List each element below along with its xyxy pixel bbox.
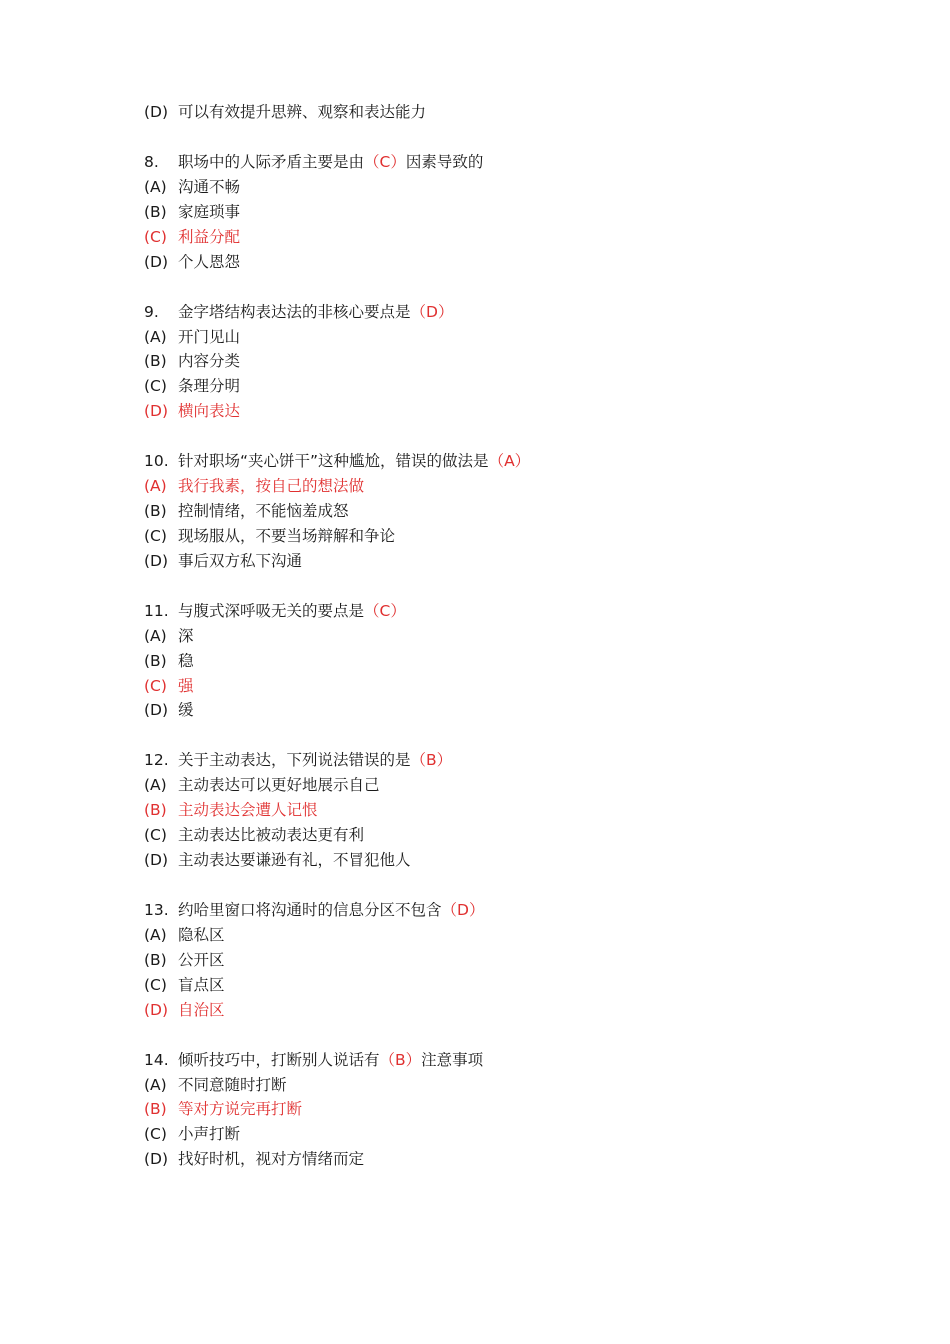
answer-key: （B）	[410, 751, 453, 770]
option-text: 小声打断	[178, 1125, 241, 1144]
option-correct	[144, 674, 194, 699]
question-number: 9.	[144, 302, 159, 321]
option	[144, 823, 364, 848]
option-correct	[144, 399, 240, 424]
option-text: 横向表达	[178, 402, 241, 421]
option-text: 隐私区	[178, 925, 225, 944]
question-text-before: 关于主动表达，下列说法错误的是	[178, 751, 411, 770]
option	[144, 349, 240, 374]
option-marker: (B)	[144, 502, 167, 520]
option-text: 深	[178, 626, 194, 645]
option-marker: (D)	[144, 551, 169, 570]
option-text: 内容分类	[178, 352, 241, 371]
option-marker: (C)	[144, 377, 167, 396]
option-marker: (D)	[144, 701, 169, 720]
option	[144, 1073, 287, 1098]
question-stem	[144, 300, 453, 325]
option-marker: (D)	[144, 1000, 169, 1019]
option-correct	[144, 998, 225, 1023]
option-marker: (B)	[144, 801, 167, 820]
option	[144, 773, 380, 798]
question-number: 8.	[144, 153, 159, 171]
question-number: 13.	[144, 901, 169, 919]
option-marker: (C)	[144, 975, 167, 994]
option-text: 公开区	[178, 950, 225, 969]
answer-key: （C）	[364, 153, 406, 171]
option-marker: (A)	[144, 626, 167, 645]
option	[144, 649, 194, 674]
question-text-before: 与腹式深呼吸无关的要点是	[178, 601, 365, 620]
option-text: 稳	[178, 651, 194, 670]
question-stem	[144, 449, 530, 474]
option	[144, 1122, 240, 1147]
option-correct	[144, 798, 318, 823]
option	[144, 549, 302, 574]
option-marker: (D)	[144, 402, 169, 421]
option	[144, 624, 194, 649]
option	[144, 698, 194, 723]
question-stem	[144, 150, 483, 175]
question-text-before: 金字塔结构表达法的非核心要点是	[178, 302, 411, 321]
option-marker: (B)	[144, 1100, 167, 1119]
option-marker: (A)	[144, 925, 167, 944]
option-text: 我行我素，按自己的想法做	[178, 477, 365, 496]
option	[144, 200, 240, 225]
question-stem	[144, 1048, 483, 1073]
option	[144, 848, 411, 873]
option-marker: (C)	[144, 227, 167, 246]
option-text: 开门见山	[178, 327, 241, 346]
option-text: 现场服从，不要当场辩解和争论	[178, 526, 396, 545]
option-text: 可以有效提升思辨、观察和表达能力	[178, 103, 427, 121]
option-marker: (C)	[144, 676, 167, 695]
option-text: 利益分配	[178, 227, 241, 246]
option-marker: (D)	[144, 1150, 169, 1169]
question-text-after: 注意事项	[421, 1050, 484, 1069]
answer-key: （B）	[379, 1050, 422, 1069]
option	[144, 973, 225, 998]
option-text: 不同意随时打断	[178, 1075, 287, 1094]
answer-key: （D）	[441, 901, 485, 919]
option-text: 等对方说完再打断	[178, 1100, 303, 1119]
option-text: 盲点区	[178, 975, 225, 994]
option-text: 条理分明	[178, 377, 241, 396]
option-correct	[144, 225, 240, 250]
option	[144, 175, 240, 200]
option-marker: (C)	[144, 826, 167, 845]
option	[144, 1147, 364, 1172]
option-text: 主动表达会遭人记恨	[178, 801, 318, 820]
option	[144, 923, 225, 948]
option-marker: (A)	[144, 776, 167, 795]
option	[144, 948, 225, 973]
question-number: 12.	[144, 751, 169, 770]
option-correct	[144, 1097, 302, 1122]
option-marker: (B)	[144, 352, 167, 371]
option-text: 找好时机，视对方情绪而定	[178, 1150, 365, 1169]
option-marker: (A)	[144, 177, 167, 196]
answer-key: （D）	[410, 302, 454, 321]
answer-key: （C）	[364, 601, 406, 620]
option-correct	[144, 474, 364, 499]
option-marker: (B)	[144, 202, 167, 221]
question-text-after: 因素导致的	[405, 153, 484, 171]
option-text: 自治区	[178, 1000, 225, 1019]
option-marker: (A)	[144, 327, 167, 346]
question-stem	[144, 599, 406, 624]
answer-key: （A）	[488, 452, 531, 471]
question-text-before: 职场中的人际矛盾主要是由	[178, 153, 365, 171]
option-text: 个人恩怨	[178, 252, 241, 271]
question-text-before: 倾听技巧中，打断别人说话有	[178, 1050, 380, 1069]
option	[144, 499, 349, 524]
option-text: 家庭琐事	[178, 202, 241, 221]
option	[144, 524, 395, 549]
option-text: 事后双方私下沟通	[178, 551, 303, 570]
question-number: 14.	[144, 1050, 169, 1069]
question-stem	[144, 748, 452, 773]
option-text: 沟通不畅	[178, 177, 241, 196]
question-number: 10.	[144, 452, 169, 471]
option-text: 强	[178, 676, 194, 695]
option	[144, 374, 240, 399]
option-marker: (C)	[144, 1125, 167, 1144]
option-text: 主动表达要谦逊有礼，不冒犯他人	[178, 851, 411, 869]
option-marker: (A)	[144, 1075, 167, 1094]
option-marker: (B)	[144, 950, 167, 969]
option-marker: (C)	[144, 526, 167, 545]
option	[144, 325, 240, 350]
question-stem	[144, 898, 484, 923]
option-text: 主动表达可以更好地展示自己	[178, 776, 380, 795]
option-marker: (D)	[144, 851, 169, 869]
option-text: 控制情绪，不能恼羞成怒	[178, 502, 349, 520]
previous-option-d	[144, 100, 426, 125]
option-marker: (D)	[144, 103, 169, 121]
question-text-before: 约哈里窗口将沟通时的信息分区不包含	[178, 901, 442, 919]
question-text-before: 针对职场“夹心饼干”这种尴尬，错误的做法是	[178, 452, 489, 471]
option-text: 主动表达比被动表达更有利	[178, 826, 365, 845]
question-number: 11.	[144, 601, 169, 620]
option-marker: (D)	[144, 252, 169, 271]
option-marker: (A)	[144, 477, 167, 496]
option-text: 缓	[178, 701, 194, 720]
option	[144, 250, 240, 275]
option-marker: (B)	[144, 651, 167, 670]
